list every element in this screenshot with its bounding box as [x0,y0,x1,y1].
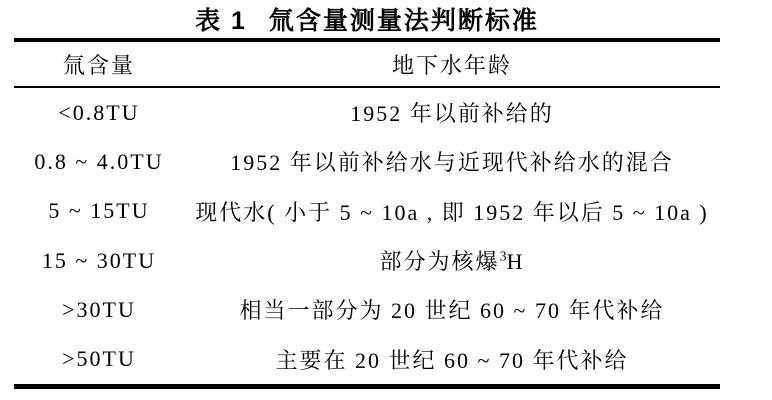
cell-groundwater-age: 1952 年以前补给水与近现代补给水的混合 [230,150,674,176]
column-header-tritium-content: 氚含量 [62,52,135,78]
cell-groundwater-age: 主要在 20 世纪 60 ~ 70 年代补给 [275,347,629,373]
column-header-groundwater-age: 地下水年龄 [391,52,512,78]
cell-groundwater-age [184,245,720,276]
cell-tritium-range: 5 ~ 15TU [48,198,150,224]
table-row [14,187,720,236]
table-row [14,137,720,186]
table-sheet [14,0,720,389]
isotope-superscript: 3 [499,249,507,265]
table-row [14,88,720,137]
isotope-symbol: H [506,249,525,275]
cell-tritium-range: >50TU [62,346,136,372]
cell-tritium-range: <0.8TU [58,99,140,125]
age-text: 部分为核爆 [379,249,500,275]
table-number: 表 1 [195,7,247,35]
table-body [14,88,720,384]
table-title: 氚含量测量法判断标准 [268,7,539,35]
cell-groundwater-age: 现代水( 小于 5 ~ 10a , 即 1952 年以后 5 ~ 10a ) [195,199,709,225]
cell-groundwater-age: 相当一部分为 20 世纪 60 ~ 70 年代补给 [239,298,665,324]
table-header-row [14,42,720,88]
table-row [14,285,720,334]
cell-tritium-range: 15 ~ 30TU [41,247,157,273]
table-row [14,334,720,383]
cell-groundwater-age: 1952 年以前补给的 [350,101,554,127]
table-caption [14,0,720,38]
data-table [14,38,720,389]
cell-tritium-range: 0.8 ~ 4.0TU [34,148,164,174]
cell-tritium-range: >30TU [62,296,136,322]
table-row [14,236,720,285]
